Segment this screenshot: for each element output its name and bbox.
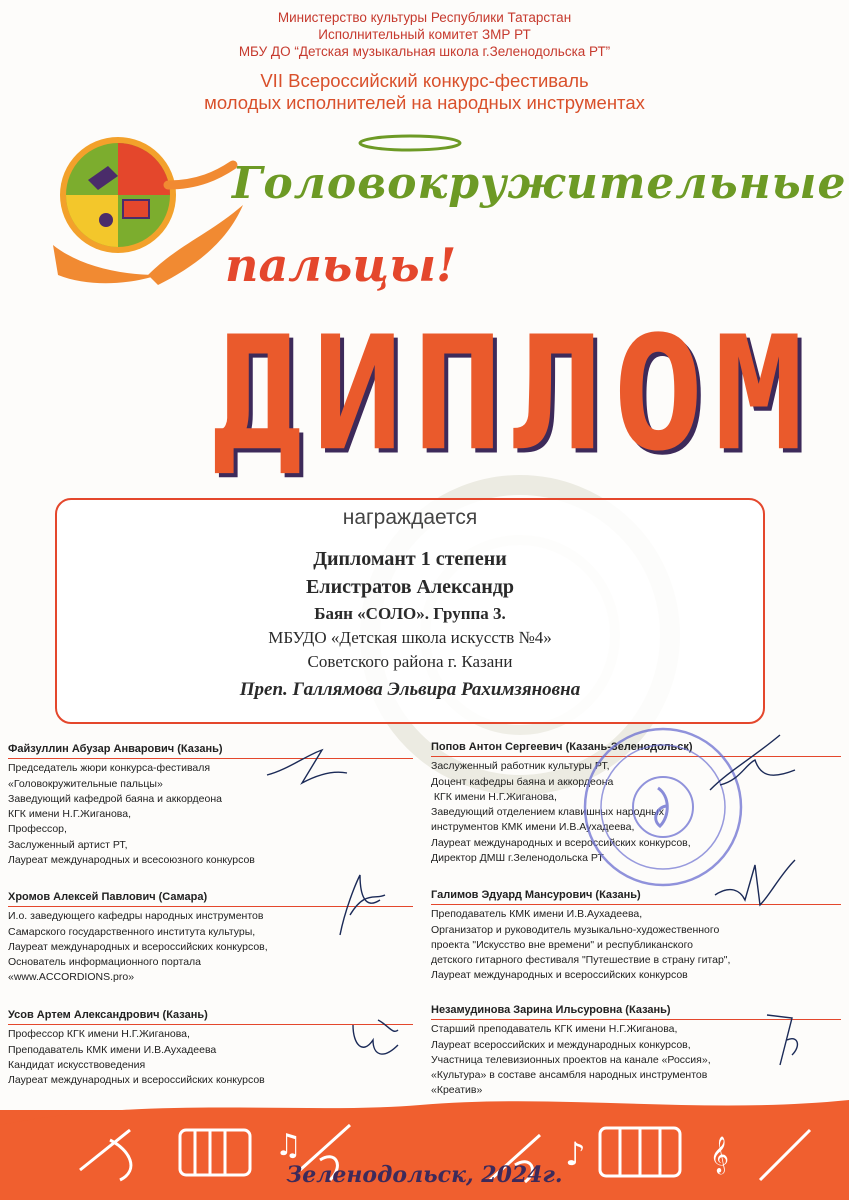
school-name-line2: Советского района г. Казани: [307, 652, 513, 671]
jury-member-line: Лауреат международных и всероссийских конкурсов,: [8, 940, 268, 953]
logo-title-part2: пальцы!: [225, 238, 457, 292]
committee-line: Исполнительный комитет ЗМР РТ: [318, 27, 531, 42]
jury-member-line: Заслуженный артист РТ,: [8, 838, 128, 851]
school-name-line1: МБУДО «Детская школа искусств №4»: [268, 628, 552, 647]
jury-member-line: Профессор КГК имени Н.Г.Жиганова,: [8, 1028, 190, 1041]
jury-member-name: Незамудинова Зарина Ильсуровна (Казань): [431, 1003, 841, 1020]
recipient-name: Елистратов Александр: [306, 576, 514, 598]
ministry-line: Министерство культуры Республики Татарстан: [277, 10, 572, 25]
diploma-title: ДИПЛОМ: [212, 303, 814, 487]
svg-text:♫: ♫: [275, 1128, 302, 1163]
jury-member-line: Директор ДМШ г.Зеленодольска РТ: [431, 852, 604, 865]
jury-member-line: Основатель информационного портала: [8, 956, 202, 969]
jury-member-line: Кандидат искусствоведения: [8, 1058, 146, 1071]
signature-nezamudinova-icon: [762, 1010, 807, 1070]
jury-member-line: «Культура» в составе ансамбля народных инструментов: [431, 1069, 708, 1082]
jury-member-line: Доцент кафедры баяна и аккордеона: [431, 775, 614, 788]
signature-khromov-icon: [330, 870, 390, 940]
jury-member-name: Галимов Эдуард Мансурович (Казань): [431, 888, 841, 905]
jury-member-line: Заслуженный работник культуры РТ,: [431, 760, 610, 773]
festival-logo-icon: [48, 125, 248, 295]
jury-member-line: И.о. заведующего кафедры народных инструментов: [8, 910, 264, 923]
jury-member-line: Заведующий отделением клавишных народных: [431, 806, 664, 819]
signature-galimov-icon: [710, 855, 800, 915]
teacher-name: Преп. Галлямова Эльвира Рахимзяновна: [239, 679, 581, 700]
jury-member-line: Преподаватель КМК имени И.В.Аухадеева: [8, 1043, 217, 1056]
svg-text:♪: ♪: [565, 1135, 586, 1173]
jury-member-line: Заведующий кафедрой баяна и аккордеона: [8, 792, 222, 805]
jury-member-line: Лауреат международных и всероссийских конкурсов: [8, 1074, 265, 1087]
signature-usov-icon: [348, 1015, 403, 1070]
jury-member-line: детского гитарного фестиваля "Путешествие в страну гитар",: [431, 954, 731, 967]
jury-member-line: Участница телевизионных проектов на канале «Россия»,: [431, 1053, 711, 1066]
award-box: [55, 498, 765, 724]
jury-member-line: Председатель жюри конкурса-фестиваля: [8, 762, 211, 775]
svg-text:𝄞: 𝄞: [710, 1135, 729, 1173]
awarded-label: награждается: [342, 506, 478, 529]
jury-member-line: КГК имени Н.Г.Жиганова,: [8, 808, 132, 821]
jury-member-line: Лауреат всероссийских и международных конкурсов,: [431, 1038, 691, 1051]
jury-member-line: КГК имени Н.Г.Жиганова,: [431, 790, 557, 803]
festival-title-line1: VII Всероссийский конкурс-фестиваль: [260, 70, 589, 91]
jury-member-line: «www.ACCORDIONS.pro»: [8, 971, 135, 984]
award-degree: Дипломант 1 степени: [313, 548, 507, 570]
city-year: Зеленодольск, 2024г.: [286, 1162, 563, 1188]
jury-member: [8, 742, 413, 890]
jury-member-line: «Креатив»: [431, 1084, 483, 1097]
jury-member-line: Профессор,: [8, 823, 67, 836]
signature-faizullin-icon: [262, 745, 352, 790]
jury-member-line: проекта "Искусство вне времени" и республиканского: [431, 938, 694, 951]
jury-member-name: Усов Артем Александрович (Казань): [8, 1008, 413, 1025]
jury-member-line: инструментов КМК имени И.В.Аухадеева,: [431, 821, 635, 834]
jury-member-name: Попов Антон Сергеевич (Казань-Зеленодольск): [431, 740, 841, 757]
jury-member-line: «Головокружительные пальцы»: [8, 777, 163, 790]
jury-member-line: Организатор и руководитель музыкально-художественного: [431, 923, 720, 936]
jury-member-line: Лауреат международных и всероссийских конкурсов,: [431, 836, 691, 849]
jury-member-line: Преподаватель КМК имени И.В.Аухадеева,: [431, 908, 643, 921]
jury-member-name: Хромов Алексей Павлович (Самара): [8, 890, 413, 907]
jury-member-line: Лауреат международных и всероссийских конкурсов: [431, 969, 688, 982]
festival-title-line2: молодых исполнителей на народных инструментах: [204, 92, 645, 113]
halo-icon: [355, 132, 465, 154]
jury-member-line: Старший преподаватель КГК имени Н.Г.Жиганова,: [431, 1023, 678, 1036]
jury-member-name: Файзуллин Абузар Анварович (Казань): [8, 742, 413, 759]
jury-member-line: Самарского государственного института культуры,: [8, 925, 256, 938]
school-line: МБУ ДО “Детская музыкальная школа г.Зеленодольска РТ”: [238, 44, 611, 59]
jury-member-line: Лауреат международных и всесоюзного конкурсов: [8, 854, 255, 867]
nomination: Баян «СОЛО». Группа 3.: [314, 604, 506, 623]
signature-popov-icon: [700, 730, 800, 800]
logo-title-part1: Головокружительные: [232, 158, 847, 209]
